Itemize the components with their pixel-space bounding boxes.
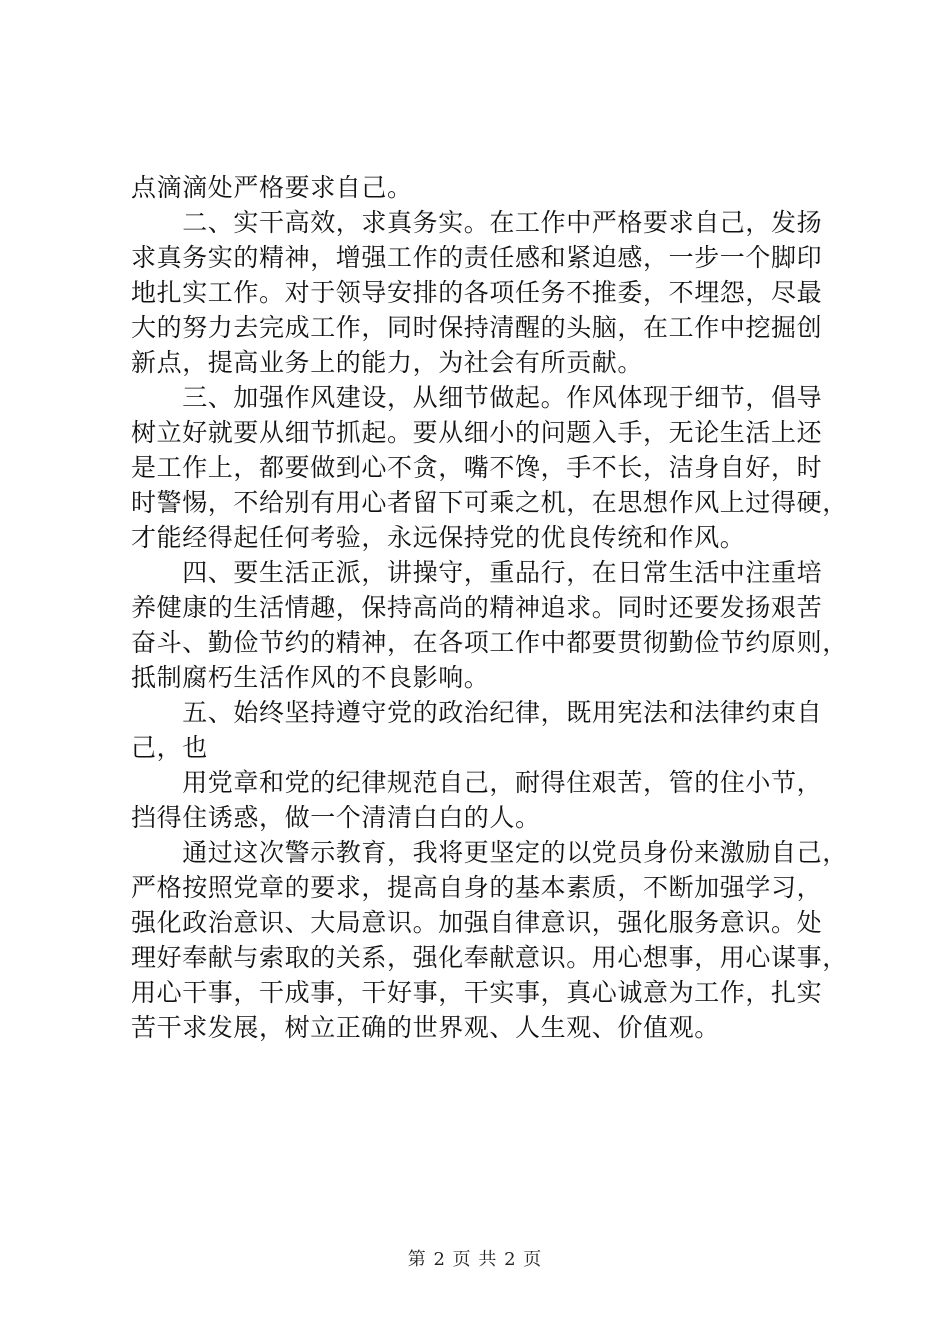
text-line: 严格按照党章的要求，提高自身的基本素质，不断加强学习，: [131, 873, 823, 902]
text-line: 己，也: [131, 733, 208, 762]
text-line: 三、加强作风建设，从细节做起。作风体现于细节，倡导: [131, 383, 823, 412]
text-line: 地扎实工作。对于领导安排的各项任务不推委，不埋怨，尽最: [131, 278, 823, 307]
page-number-footer: 第 2 页 共 2 页: [407, 1249, 543, 1270]
text-line: 用心干事，干成事，干好事，干实事，真心诚意为工作，扎实: [131, 978, 823, 1007]
text-line: 大的努力去完成工作，同时保持清醒的头脑，在工作中挖掘创: [131, 313, 823, 342]
text-line: 是工作上，都要做到心不贪，嘴不馋，手不长，洁身自好，时: [131, 453, 823, 482]
text-line: 求真务实的精神，增强工作的责任感和紧迫感，一步一个脚印: [131, 243, 823, 272]
text-line: 苦干求发展，树立正确的世界观、人生观、价值观。: [131, 1013, 720, 1042]
text-line: 新点，提高业务上的能力，为社会有所贡献。: [131, 348, 644, 377]
text-line: 时警惕，不给别有用心者留下可乘之机，在思想作风上过得硬，: [131, 488, 848, 517]
text-line: 奋斗、勤俭节约的精神，在各项工作中都要贯彻勤俭节约原则，: [131, 628, 848, 657]
text-line: 理好奉献与索取的关系，强化奉献意识。用心想事，用心谋事，: [131, 943, 848, 972]
text-line: 五、始终坚持遵守党的政治纪律，既用宪法和法律约束自: [131, 698, 823, 727]
text-line: 四、要生活正派，讲操守，重品行，在日常生活中注重培: [131, 558, 823, 587]
document-body: [131, 170, 848, 1045]
text-line: 用党章和党的纪律规范自己，耐得住艰苦，管的住小节，: [131, 768, 823, 797]
text-line: 强化政治意识、大局意识。加强自律意识，强化服务意识。处: [131, 908, 823, 937]
text-line: 点滴滴处严格要求自己。: [131, 173, 413, 202]
text-line: 通过这次警示教育，我将更坚定的以党员身份来激励自己，: [131, 838, 848, 867]
text-line: 挡得住诱惑，做一个清清白白的人。: [131, 803, 541, 832]
text-line: 树立好就要从细节抓起。要从细小的问题入手，无论生活上还: [131, 418, 823, 447]
text-line: 二、实干高效，求真务实。在工作中严格要求自己，发扬: [131, 208, 823, 237]
text-line: 抵制腐朽生活作风的不良影响。: [131, 663, 490, 692]
text-line: 养健康的生活情趣，保持高尚的精神追求。同时还要发扬艰苦: [131, 593, 823, 622]
text-line: 才能经得起任何考验，永远保持党的优良传统和作风。: [131, 523, 746, 552]
